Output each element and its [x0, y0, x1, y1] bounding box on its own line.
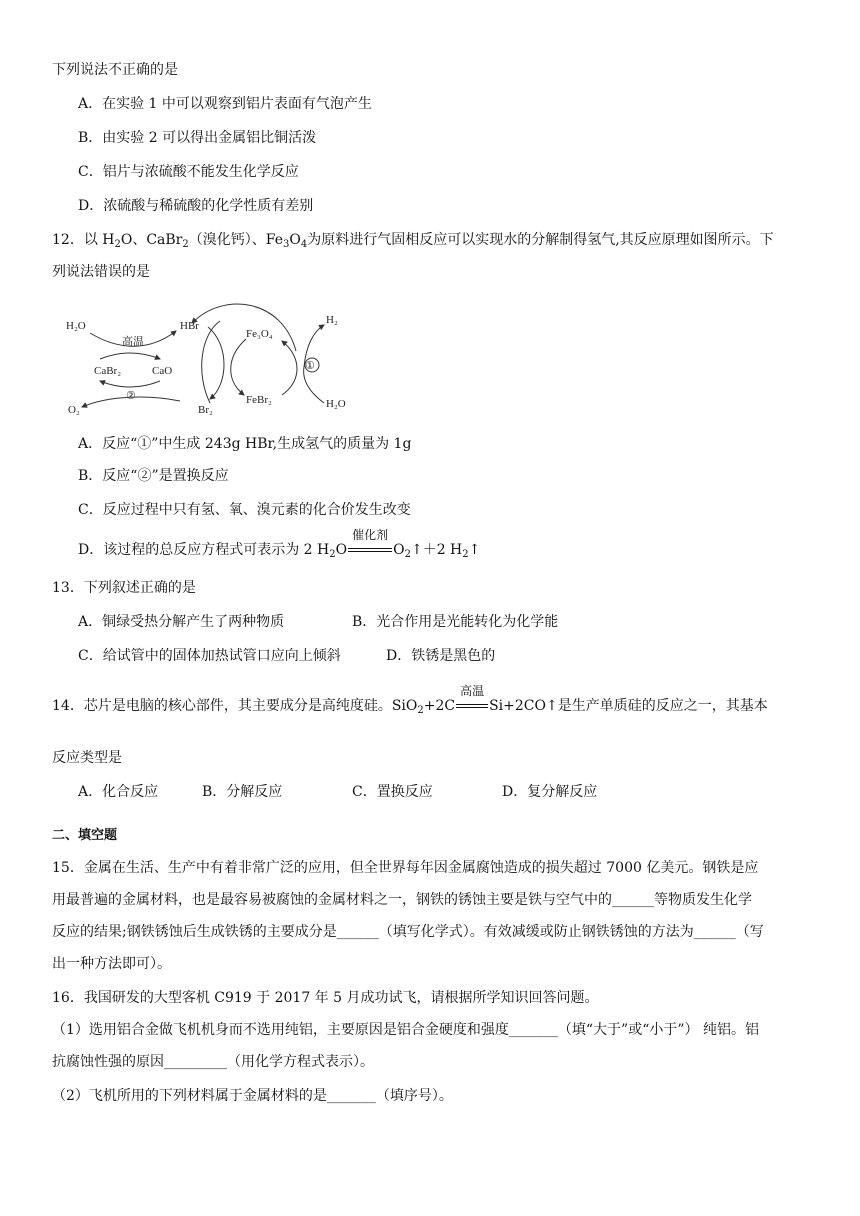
label-gaowen: 高温 — [122, 336, 144, 348]
q15-line3: 反应的结果;钢铁锈蚀后生成铁锈的主要成分是______（填写化学式）。有效减缓或防止钢铁锈蚀的方法为______（写 — [52, 924, 764, 940]
q13-option-b: B．光合作用是光能转化为化学能 — [352, 614, 559, 630]
label-h2: H₂ — [326, 314, 338, 326]
label-h2o-right: H₂O — [326, 398, 346, 410]
q12-stem-line2: 列说法错误的是 — [52, 264, 150, 280]
q16-line3: 抗腐蚀性强的原因_________（用化学方程式表示）。 — [52, 1054, 374, 1070]
q15-line4: 出一种方法即可）。 — [52, 956, 171, 972]
q12-option-b: B．反应“②”是置换反应 — [78, 468, 229, 484]
q13-option-c: C．给试管中的固体加热试管口应向上倾斜 — [78, 648, 341, 664]
label-febr2: FeBr₂ — [246, 394, 272, 406]
q14-option-d: D．复分解反应 — [502, 784, 598, 800]
q16-line2: （1）选用铝合金做飞机机身而不选用纯铝，主要原因是铝合金硬度和强度_______（填“大于”或“小于”） 纯铝。铝 — [52, 1022, 759, 1038]
q14-option-a: A．化合反应 — [78, 784, 159, 800]
q12-stem: 12．以 $H_2O$、CaBr$_2$（溴化钙）、$Fe_3O_4$为原料进行气固相反应可以实现水的分解制得氢气,其反应原理如图所示。下 — [52, 232, 774, 250]
arrow-h2o-right-in — [304, 367, 324, 403]
q11-option-b: B．由实验 2 可以得出金属铝比铜活泼 — [78, 130, 317, 146]
label-fe3o4: Fe₃O₄ — [246, 328, 273, 340]
arrow-hbr-to-febr2 — [208, 327, 224, 399]
label-cao: CaO — [152, 365, 173, 377]
q15-line2: 用最普遍的金属材料，也是最容易被腐蚀的金属材料之一，钢铁的锈蚀主要是铁与空气中的______等物质发生化学 — [52, 892, 752, 908]
condition-high-temp: 高温 — [456, 696, 488, 716]
label-circle2: ② — [126, 390, 136, 402]
section-title: 二、填空题 — [52, 828, 118, 843]
arrow-cabr2-to-cao — [100, 353, 160, 359]
q12-option-a: A．反应“①”中生成 243g HBr,生成氢气的质量为 1g — [78, 436, 412, 452]
arrow-febr2-to-fe3o4 — [282, 341, 297, 395]
q16-line4: （2）飞机所用的下列材料属于金属材料的是_______（填序号）。 — [52, 1088, 453, 1104]
arrow-cao-to-cabr2 — [100, 381, 160, 387]
arrow-top-arc — [192, 304, 296, 351]
q15-line1: 15．金属在生活、生产中有着非常广泛的应用，但全世界每年因金属腐蚀造成的损失超过 7000 亿美元。钢铁是应 — [52, 860, 759, 876]
label-cabr2: CaBr₂ — [94, 365, 122, 377]
label-br2: Br₂ — [198, 404, 213, 416]
q12-option-d: D．该过程的总反应方程式可表示为 2 $H_2O$ 催化剂 $O_2↑+2$ $H_2↑$ — [78, 528, 481, 560]
label-circle1: ① — [305, 360, 315, 372]
q13-option-d: D．铁锈是黑色的 — [386, 648, 496, 664]
q11-option-c: C．铝片与浓硫酸不能发生化学反应 — [78, 164, 299, 180]
q13-option-a: A．铜绿受热分解产生了两种物质 — [78, 614, 285, 630]
condition-catalyst: 催化剂 — [348, 540, 392, 560]
arrow-fe3o4-to-febr2 — [231, 339, 246, 395]
q12-option-c: C．反应过程中只有氢、氧、溴元素的化合价发生改变 — [78, 502, 411, 518]
q14-option-c: C．置换反应 — [352, 784, 433, 800]
label-hbr: HBr — [180, 320, 199, 332]
label-o2: O₂ — [68, 404, 80, 416]
q14-stem-line2: 反应类型是 — [52, 750, 122, 766]
q16-line1: 16．我国研发的大型客机 C919 于 2017 年 5 月成功试飞，请根据所学知识回答问题。 — [52, 990, 599, 1006]
q11-stem: 下列说法不正确的是 — [52, 62, 178, 78]
reaction-diagram — [60, 295, 360, 425]
q14-option-b: B．分解反应 — [202, 784, 283, 800]
label-h2o-left: H₂O — [66, 320, 86, 332]
q13-stem: 13．下列叙述正确的是 — [52, 580, 196, 596]
q14-stem: 14．芯片是电脑的核心部件，其主要成分是高纯度硅。SiO$_2$+2C 高温 Si+2CO↑是生产单质硅的反应之一，其基本 — [52, 684, 768, 716]
q11-option-a: A．在实验 1 中可以观察到铝片表面有气泡产生 — [78, 96, 372, 112]
q11-option-d: D．浓硫酸与稀硫酸的化学性质有差别 — [78, 198, 314, 214]
